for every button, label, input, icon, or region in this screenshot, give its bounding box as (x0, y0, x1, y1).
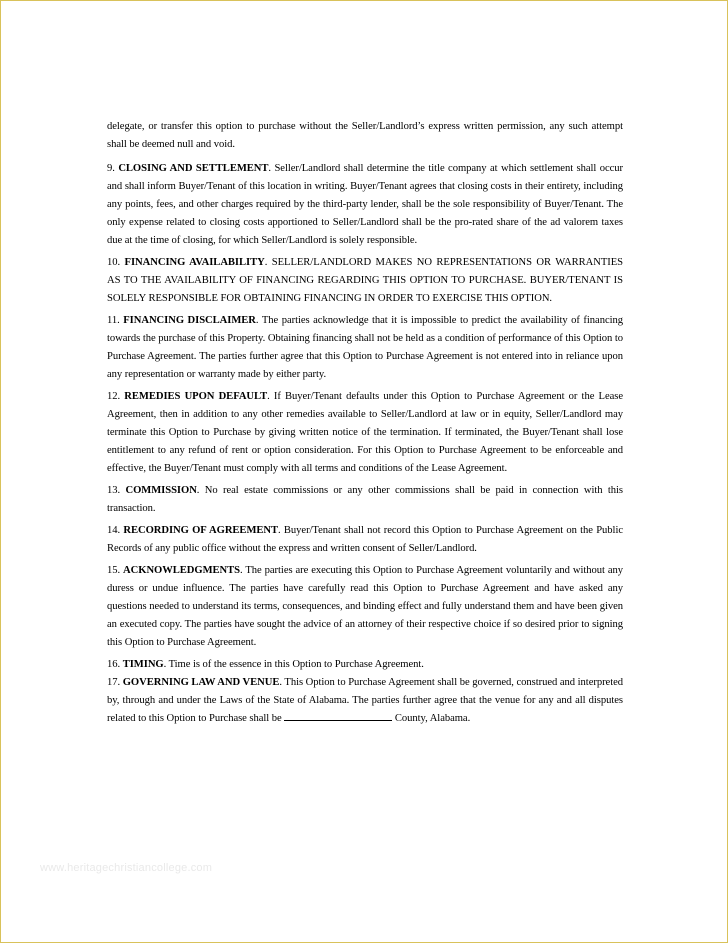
section-heading: GOVERNING LAW AND VENUE (122, 677, 280, 688)
section-17 (107, 674, 623, 728)
section-text: . Time is of the essence in this Option to Purchase Agreement. (163, 659, 424, 670)
section-number: 16. (107, 659, 121, 670)
section-14 (107, 522, 623, 558)
watermark: www.heritagechristiancollege.com (40, 862, 213, 874)
section-number: 13. (107, 485, 121, 496)
section-heading: FINANCING AVAILABILITY (124, 257, 265, 268)
section-text: . Seller/Landlord shall determine the title company at which settlement shall occur and shall inform Buyer/Tenant of this location in writing. Buyer/Tenant agrees that closing costs in their entirety, including any points, fees, and other charges required by the third-party lender, shall be the sole responsibility of Buyer/Tenant. The only expense related to closing costs apportioned to Seller/Landlord shall be the pro-rated share of the ad valorem taxes due at the time of closing, for which Seller/Landlord is solely responsible. (107, 163, 623, 246)
section-10 (107, 254, 623, 308)
section-heading: REMEDIES UPON DEFAULT (124, 391, 268, 402)
section-9 (107, 160, 623, 250)
section-text: . No real estate commissions or any other commissions shall be paid in connection with this transaction. (107, 485, 623, 514)
section-heading: FINANCING DISCLAIMER (123, 315, 256, 326)
section-text: . The parties acknowledge that it is impossible to predict the availability of financing towards the purchase of this Property. Obtaining financing shall not be held as a condition of performance of this Option to Purchase Agreement. The parties further agree that this Option to Purchase Agreement is not entered into in reliance upon any representation or warranty made by either party. (107, 315, 623, 380)
section-heading: ACKNOWLEDGMENTS (123, 565, 241, 576)
section-12 (107, 388, 623, 478)
section-number: 10. (107, 257, 121, 268)
section-number: 11. (107, 315, 120, 326)
section-16 (107, 656, 623, 674)
section-text: . Buyer/Tenant shall not record this Option to Purchase Agreement on the Public Records of any public office without the express and written consent of Seller/Landlord. (107, 525, 623, 554)
section-text: . The parties are executing this Option to Purchase Agreement voluntarily and without any duress or undue influence. The parties have carefully read this Option to Purchase Agreement and have asked any questions needed to understand its terms, consequences, and binding effect and fully understand them and have been given an executed copy. The parties have sought the advice of an attorney of their respective choice if so desired prior to signing this Option to Purchase Agreement. (107, 565, 623, 648)
section-text: . If Buyer/Tenant defaults under this Option to Purchase Agreement or the Lease Agreement, then in addition to any other remedies available to Seller/Landlord at law or in equity, Seller/Landlord may terminate this Option to Purchase by giving written notice of the termination. If terminated, the Buyer/Tenant shall lose entitlement to any refund of rent or option consideration. For this Option to Purchase Agreement to be enforceable and effective, the Buyer/Tenant must comply with all terms and conditions of the Lease Agreement. (107, 391, 623, 474)
section-text: . This Option to Purchase Agreement shall be governed, construed and interpreted by, through and under the Laws of the State of Alabama. The parties further agree that the venue for any and all disputes related to this Option to Purchase shall be (107, 677, 623, 724)
section-heading: CLOSING AND SETTLEMENT (118, 163, 269, 174)
section-number: 14. (107, 525, 121, 536)
section-heading: COMMISSION (125, 485, 197, 496)
section-15 (107, 562, 623, 652)
intro-paragraph: delegate, or transfer this option to purchase without the Seller/Landlord’s express written permission, any such attempt shall be deemed null and void. (107, 121, 623, 150)
document-body (107, 118, 623, 732)
section-heading: RECORDING OF AGREEMENT (123, 525, 279, 536)
county-blank-field[interactable] (284, 710, 392, 721)
section-heading: TIMING (122, 659, 164, 670)
section-13 (107, 482, 623, 518)
section-text-end: County, Alabama. (392, 713, 471, 724)
section-11 (107, 312, 623, 384)
section-text: . SELLER/LANDLORD MAKES NO REPRESENTATIONS OR WARRANTIES AS TO THE AVAILABILITY OF FINANCING REGARDING THIS OPTION TO PURCHASE. BUYER/TENANT IS SOLELY RESPONSIBLE FOR OBTAINING FINANCING IN ORDER TO EXERCISE THIS OPTION. (107, 257, 624, 304)
section-number: 9. (107, 163, 115, 174)
section-number: 12. (107, 391, 121, 402)
section-number: 17. (107, 677, 121, 688)
section-number: 15. (107, 565, 121, 576)
